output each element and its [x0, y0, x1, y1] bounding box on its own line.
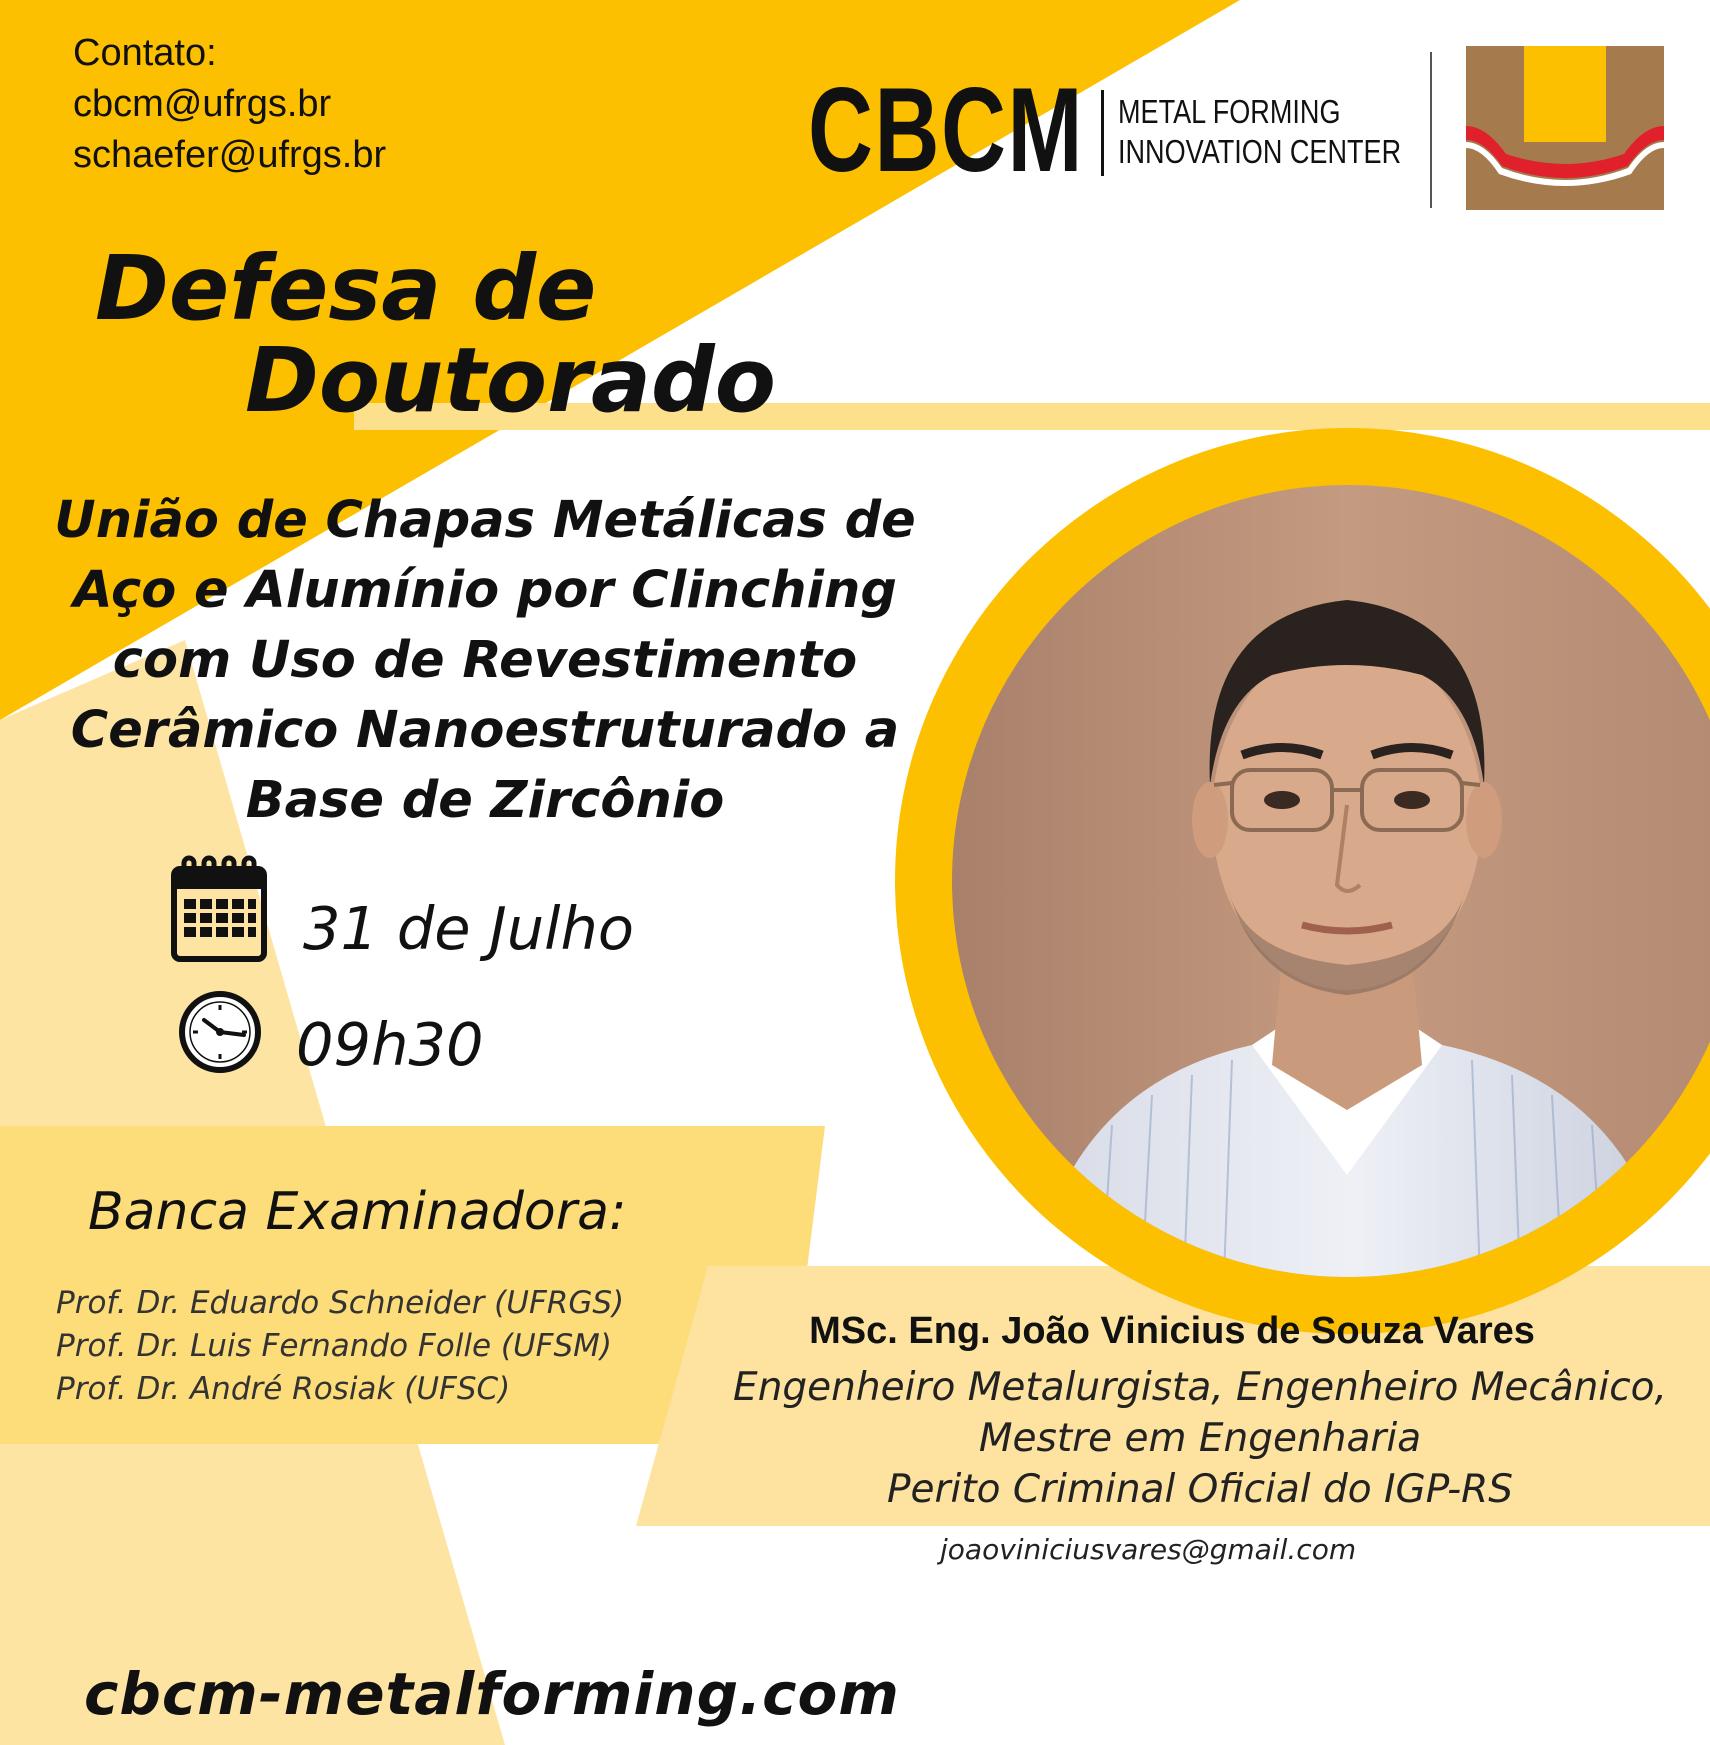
brand-acronym: CBCM: [808, 63, 1084, 197]
brand-subtitle: [1118, 92, 1401, 172]
candidate-portrait: [952, 485, 1710, 1277]
thesis-line: União de Chapas Metálicas de: [54, 491, 916, 550]
committee-list: [56, 1282, 624, 1411]
candidate-description: [640, 1362, 1710, 1515]
committee-heading: Banca Examinadora:: [88, 1182, 627, 1242]
clock-icon: [178, 990, 262, 1074]
calendar-icon: [170, 855, 268, 963]
event-title-line-1: Defesa de: [95, 236, 597, 340]
brand-subtitle-line-2: INNOVATION CENTER: [1118, 133, 1402, 170]
candidate-photo: [952, 485, 1710, 1277]
candidate-description-line: Mestre em Engenharia: [978, 1416, 1422, 1461]
contact-label: Contato:: [73, 32, 217, 74]
logo-divider: [1430, 52, 1432, 208]
candidate-name: MSc. Eng. João Vinicius de Souza Vares: [809, 1310, 1535, 1352]
thesis-line: Base de Zircônio: [245, 771, 725, 830]
committee-member: Prof. Dr. André Rosiak (UFSC): [56, 1371, 511, 1407]
candidate-description-line: Perito Criminal Oficial do IGP-RS: [886, 1467, 1514, 1512]
cbcm-logo-mark-icon: [1466, 46, 1664, 210]
thesis-title: [30, 486, 940, 836]
brand-subtitle-line-1: METAL FORMING: [1118, 93, 1341, 130]
committee-member: Prof. Dr. Eduardo Schneider (UFRGS): [56, 1285, 625, 1321]
candidate-email[interactable]: joaoviniciusvares@gmail.com: [940, 1533, 1357, 1566]
thesis-line: com Uso de Revestimento: [112, 631, 858, 690]
event-time: 09h30: [296, 1010, 484, 1079]
contact-block: [73, 28, 386, 181]
website-link[interactable]: cbcm-metalforming.com: [84, 1660, 900, 1728]
candidate-description-line: Engenheiro Metalurgista, Engenheiro Mecânico,: [733, 1365, 1667, 1410]
contact-email-1[interactable]: cbcm@ufrgs.br: [73, 83, 332, 125]
event-title-line-2: Doutorado: [245, 328, 776, 432]
committee-member: Prof. Dr. Luis Fernando Folle (UFSM): [56, 1328, 613, 1364]
thesis-line: Cerâmico Nanoestruturado a: [70, 701, 900, 760]
event-title: [95, 236, 776, 432]
contact-email-2[interactable]: schaefer@ufrgs.br: [73, 134, 387, 176]
event-date: 31 de Julho: [303, 894, 635, 963]
thesis-line: Aço e Alumínio por Clinching: [73, 561, 897, 620]
brand-divider: [1101, 90, 1104, 176]
